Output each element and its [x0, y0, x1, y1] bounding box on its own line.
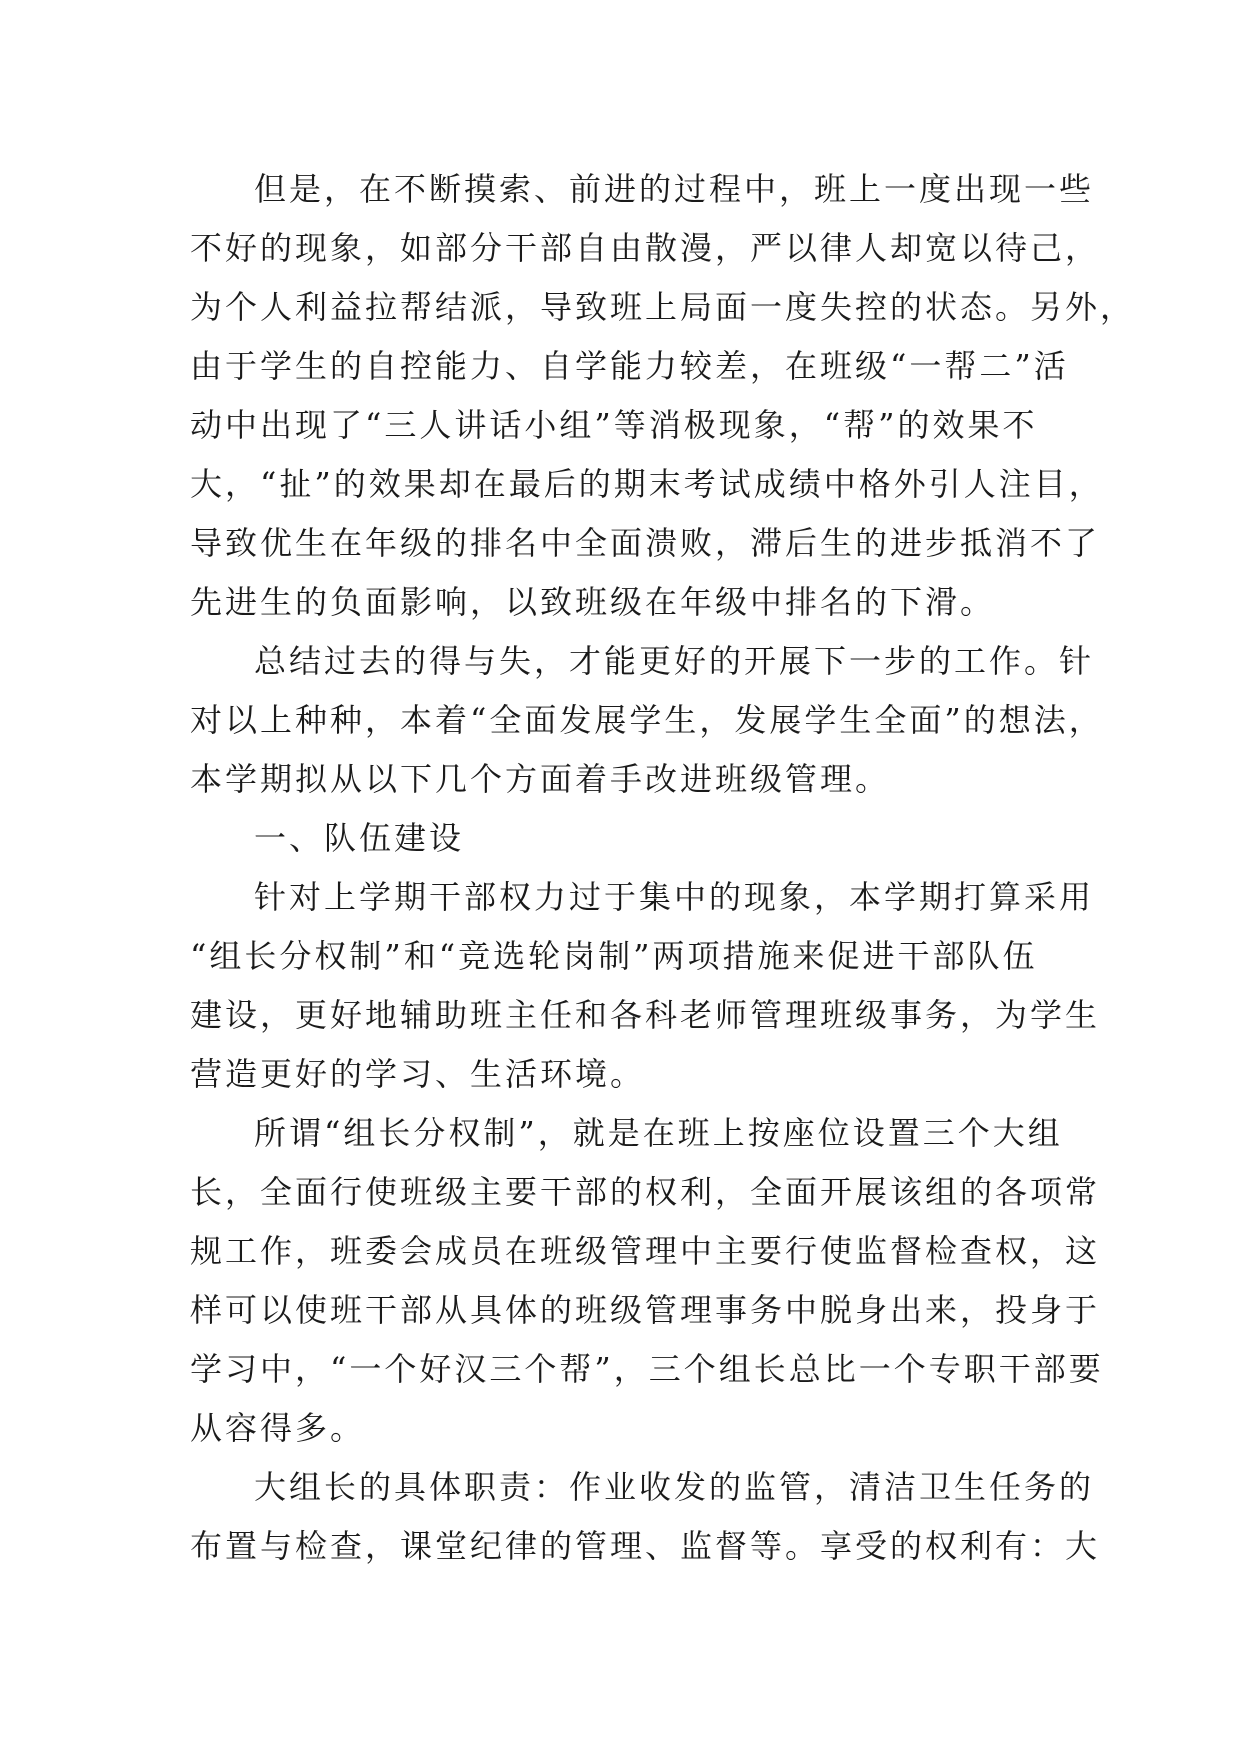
document-body [190, 160, 1136, 1576]
text-line: 但是，在不断摸索、前进的过程中，班上一度出现一些 [254, 170, 1095, 208]
text-line: 大，“扯”的效果却在最后的期末考试成绩中格外引人注目， [190, 465, 1104, 503]
text-line: 所谓“组长分权制”，就是在班上按座位设置三个大组 [254, 1114, 1063, 1152]
text-line: 对以上种种，本着“全面发展学生，发展学生全面”的想法， [190, 701, 1104, 739]
text-line: “组长分权制”和“竞选轮岗制”两项措施来促进干部队伍 [190, 937, 1038, 975]
text-line: 学习中，“一个好汉三个帮”，三个组长总比一个专职干部要 [190, 1350, 1104, 1388]
text-line: 导致优生在年级的排名中全面溃败，滞后生的进步抵消不了 [190, 524, 1101, 562]
text-line: 动中出现了“三人讲话小组”等消极现象，“帮”的效果不 [190, 406, 1038, 444]
text-line: 先进生的负面影响，以致班级在年级中排名的下滑。 [190, 583, 996, 621]
text-line: 长，全面行使班级主要干部的权利，全面开展该组的各项常 [190, 1173, 1101, 1211]
section-heading: 一、队伍建设 [254, 819, 465, 857]
text-line: 不好的现象，如部分干部自由散漫，严以律人却宽以待己， [190, 229, 1101, 267]
text-line: 总结过去的得与失，才能更好的开展下一步的工作。针 [254, 642, 1095, 680]
text-line: 从容得多。 [190, 1409, 366, 1447]
text-line: 针对上学期干部权力过于集中的现象，本学期打算采用 [254, 878, 1095, 916]
text-line: 大组长的具体职责：作业收发的监管，清洁卫生任务的 [254, 1468, 1095, 1506]
text-line: 布置与检查，课堂纪律的管理、监督等。享受的权利有：大 [190, 1527, 1101, 1565]
text-line: 本学期拟从以下几个方面着手改进班级管理。 [190, 760, 891, 798]
text-line: 样可以使班干部从具体的班级管理事务中脱身出来，投身于 [190, 1291, 1101, 1329]
text-line: 为个人利益拉帮结派，导致班上局面一度失控的状态。另外， [190, 288, 1136, 326]
text-line: 建设，更好地辅助班主任和各科老师管理班级事务，为学生 [190, 996, 1101, 1034]
text-line: 营造更好的学习、生活环境。 [190, 1055, 646, 1093]
text-line: 由于学生的自控能力、自学能力较差，在班级“一帮二”活 [190, 347, 1069, 385]
text-line: 规工作，班委会成员在班级管理中主要行使监督检查权，这 [190, 1232, 1101, 1270]
